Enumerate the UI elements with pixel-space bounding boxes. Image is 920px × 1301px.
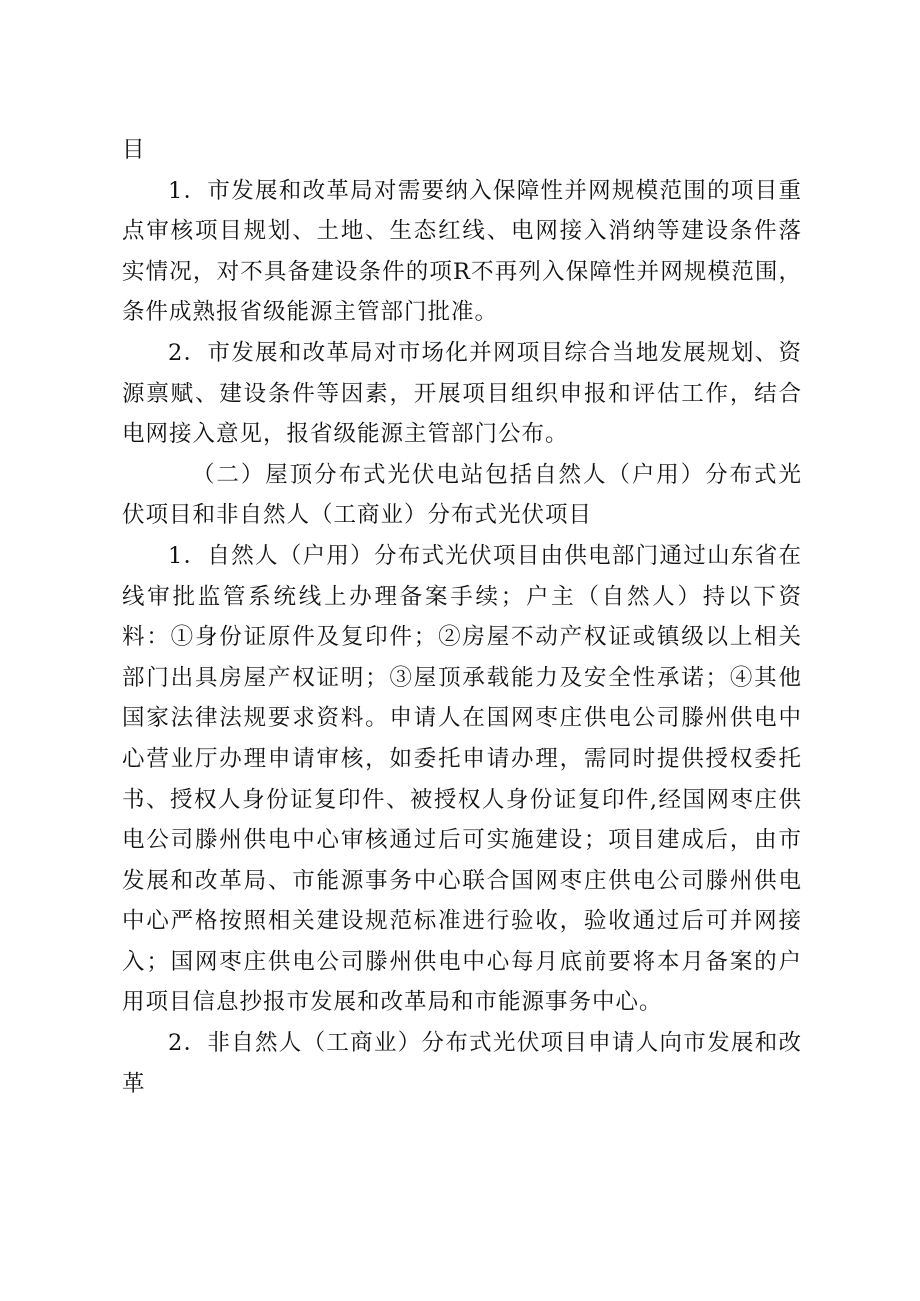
paragraph-item-1-household: 1．自然人（户用）分布式光伏项目由供电部门通过山东省在线审批监管系统线上办理备案手续；户主（自然人）持以下资料：①身份证原件及复印件；②房屋不动产权证或镇级以上相关部门出具房屋产权证明；③屋顶承载能力及安全性承诺；④其他国家法律法规要求资料。申请人在国网枣庄供电公司滕州供电中心营业厅办理申请审核，如委托申请办理，需同时提供授权委托书、授权人身份证复印件、被授权人身份证复印件,经国网枣庄供电公司滕州供电中心审核通过后可实施建设；项目建成后，由市发展和改革局、市能源事务中心联合国网枣庄供电公司滕州供电中心严格按照相关建设规范标准进行验收，验收通过后可并网接入；国网枣庄供电公司滕州供电中心每月底前要将本月备案的户用项目信息抄报市发展和改革局和市能源事务中心。	[122, 542, 802, 1016]
section-heading-rooftop: （二）屋顶分布式光伏电站包括自然人（户用）分布式光伏项目和非自然人（工商业）分布式光伏项目	[122, 461, 802, 529]
paragraph-continuation: 目	[122, 137, 146, 163]
paragraph-item-1-review: 1．市发展和改革局对需要纳入保障性并网规模范围的项目重点审核项目规划、土地、生态红线、电网接入消纳等建设条件落实情况，对不具备建设条件的项R不再列入保障性并网规模范围，条件成熟报省级能源主管部门批准。	[122, 177, 802, 326]
paragraph-item-2-commercial: 2．非自然人（工商业）分布式光伏项目申请人向市发展和改革	[122, 1030, 802, 1097]
document-body	[122, 130, 802, 1104]
paragraph-item-2-market: 2．市发展和改革局对市场化并网项目综合当地发展规划、资源禀赋、建设条件等因素，开展项目组织申报和评估工作，结合电网接入意见，报省级能源主管部门公布。	[122, 339, 802, 448]
